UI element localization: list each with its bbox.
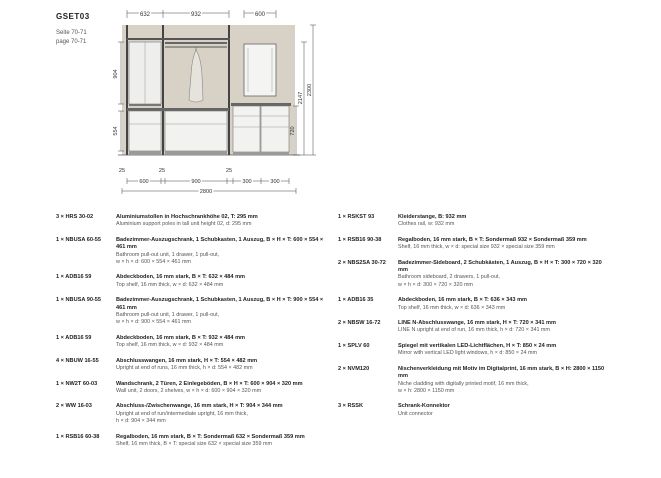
item-description [116,358,326,373]
item-quantity-code: 1 × ADB16 35 [338,297,374,304]
item-description-de: Aluminiumstollen in Hochschrankhöhe 02, T: 295 mm [116,214,258,220]
item-quantity-code: 1 × RSB16 60-38 [56,433,100,440]
item-description-en: Niche cladding with digitally printed motif, 16 mm thick, [398,380,529,387]
parts-list-left [56,214,326,456]
item-description-en: Bathroom sideboard, 2 drawers, 1 pull-out, [398,274,500,281]
item-description-en: w × h: 2800 × 1150 mm [398,387,455,394]
item-quantity-code: 2 × NBS2SA 30-72 [338,259,386,266]
dim-top-2: 932 [190,12,202,18]
item-quantity-code: 1 × NBUSA 90-55 [56,297,102,304]
item-description-en: w × h × d: 300 × 720 × 320 mm [398,281,473,288]
top-shelf [231,103,291,106]
wall-unit-shelf [129,104,161,106]
page-ref-en: page 70-71 [56,39,87,45]
parts-list-item [56,434,326,449]
item-description [398,214,608,229]
item-description-de: LINE N-Abschlusswange, 16 mm stark, H × T: 720 × 341 mm [398,320,556,327]
item-description [398,320,608,335]
furniture-elevation-drawing [0,0,661,200]
parts-list-item [56,335,326,350]
item-description-en: Bathroom pull-out unit, 1 drawer, 1 pull-out, [116,251,220,258]
plinth [129,151,161,155]
item-quantity-code: 2 × NBSW 16-72 [338,320,381,327]
item-description-en: Upright at end of run/intermediate upright, 16 mm thick, [116,410,248,417]
item-description [398,237,608,252]
parts-list-item [338,260,608,290]
parts-list-item [56,381,326,396]
parts-list-item [56,237,326,267]
item-quantity-code: 1 × SPLV 60 [338,342,370,349]
item-description [116,274,326,289]
dim-bottom-offset-3: 25 [225,168,233,174]
parts-list-item [56,358,326,373]
item-description [116,434,326,449]
dim-top-1: 632 [139,12,151,18]
item-description-de: Abschlusswangen, 16 mm stark, H × T: 554 × 482 mm [116,357,258,364]
item-description-de: Badezimmer-Sideboard, 2 Schubkästen, 1 Auszug, B × H × T: 300 × 720 × 320 mm [398,259,602,274]
parts-list-right [338,214,608,426]
item-description-en: Bathroom pull-out unit, 1 drawer, 1 pull-out, [116,312,220,319]
dim-right-sideboard: 720 [290,126,296,136]
bathroom-pull-out-unit-900 [165,111,227,151]
item-description-de: Regalboden, 16 mm stark, B × T: Sondermaß 632 × Sondermaß 359 mm [116,433,305,440]
item-description-de: Regalboden, 16 mm stark, B × T: Sondermaß 932 × Sondermaß 359 mm [398,236,587,243]
bathroom-sideboard [261,106,289,152]
item-description-de: Kleiderstange, B: 932 mm [398,214,467,220]
plinth [233,152,289,155]
item-quantity-code: 2 × NVM120 [338,365,370,372]
item-description-en: Top shelf, 16 mm thick, w × d: 932 × 484 mm [116,342,224,349]
support-pole [228,25,230,155]
item-description [116,403,326,425]
item-quantity-code: 1 × RSB16 90-38 [338,236,382,243]
item-quantity-code: 4 × NBUW 16-55 [56,357,99,364]
dim-left-base-unit: 554 [113,126,119,136]
top-shelf [163,108,229,111]
item-quantity-code: 1 × ADB16 59 [56,274,92,281]
parts-list-item [56,274,326,289]
dim-bottom-2: 900 [191,179,201,185]
item-description [116,297,326,327]
item-description-de: Spiegel mit vertikalen LED-Lichtflächen, H × T: 850 × 24 mm [398,342,557,349]
dim-bottom-offset-1: 25 [118,168,126,174]
item-description-en: Shelf, 16 mm thick, B × T: special size 632 × special size 359 mm [116,440,272,447]
bathroom-sideboard [233,106,260,152]
led-mirror [244,44,276,96]
item-description [116,237,326,267]
parts-list-item [56,403,326,425]
item-description-en: w × h × d: 900 × 554 × 461 mm [116,319,191,326]
top-shelf [127,108,163,111]
parts-list-item [338,320,608,335]
item-description-de: Schrank-Konnektor [398,403,450,410]
dim-right-total-height: 2300 [307,83,313,97]
item-description-en: Shelf, 16 mm thick, w × d: special size 932 × special size 359 mm [398,244,555,251]
item-description-en: Upright at end of runs, 16 mm thick, h × d: 554 × 482 mm [116,365,253,372]
support-pole [162,25,164,155]
dim-top-3: 600 [254,12,266,18]
item-description-de: Nischenverkleidung mit Motiv im Digitalprint, 16 mm stark, B × H: 2800 × 1150 mm [398,365,605,380]
parts-list-item [338,297,608,312]
item-description [398,343,608,358]
item-description-en: Top shelf, 16 mm thick, w × d: 632 × 484 mm [116,281,224,288]
item-description-en: Top shelf, 16 mm thick, w × d: 636 × 343 mm [398,304,506,311]
top-rail [126,38,230,40]
parts-list-item [56,297,326,327]
plinth [165,151,227,155]
dim-bottom-1: 600 [139,179,149,185]
item-description-en: w × h × d: 600 × 554 × 461 mm [116,259,191,266]
item-quantity-code: 2 × WW 16-03 [56,403,92,410]
bathroom-pull-out-unit-600 [129,111,161,151]
parts-list-item [338,214,608,229]
item-description [398,403,608,418]
parts-list-item [338,366,608,396]
item-description-en: Unit connector [398,410,433,417]
item-quantity-code: 1 × NW2T 60-03 [56,380,98,387]
parts-list-item [56,214,326,229]
set-code: GSET03 [56,12,90,21]
item-quantity-code: 3 × RSSK [338,403,364,410]
parts-list-item [338,343,608,358]
item-description [398,260,608,290]
item-description [398,297,608,312]
item-description [398,366,608,396]
item-quantity-code: 1 × NBUSA 60-55 [56,236,102,243]
page-ref-de: Seite 70-71 [56,30,87,36]
item-description-en: LINE N upright at end of run, 16 mm thick, h × d: 720 × 341 mm [398,327,550,334]
item-description-de: Abdeckboden, 16 mm stark, B × T: 632 × 484 mm [116,274,246,281]
middle-shelf [165,42,227,44]
item-description-en: Aluminium support poles in tall unit height 02, d: 295 mm [116,221,252,228]
item-description-de: Abdeckboden, 16 mm stark, B × T: 636 × 343 mm [398,297,528,304]
item-description-de: Badezimmer-Auszugschrank, 1 Schubkasten, 1 Auszug, B × H × T: 900 × 554 × 461 mm [116,297,324,311]
item-description-en: Wall unit, 2 doors, 2 shelves, w × h × d: 600 × 904 × 320 mm [116,387,262,394]
item-description-de: Wandschrank, 2 Türen, 2 Einlegeböden, B × H × T: 600 × 904 × 320 mm [116,380,303,387]
item-description-de: Abschluss-/Zwischenwange, 16 mm stark, H × T: 904 × 344 mm [116,403,283,410]
item-description [116,335,326,350]
dim-left-wall-unit: 904 [113,69,119,79]
dim-bottom-4: 300 [270,179,280,185]
parts-list-item [338,237,608,252]
dim-bottom-3: 300 [242,179,252,185]
dim-bottom-offset-2: 25 [158,168,166,174]
item-description [116,381,326,396]
item-description-en: Clothes rail, w: 932 mm [398,221,455,228]
item-description [116,214,326,229]
item-description-de: Badezimmer-Auszugschrank, 1 Schubkasten, 1 Auszug, B × H × T: 600 × 554 × 461 mm [116,236,324,251]
support-pole [126,25,128,155]
item-quantity-code: 3 × HRS 30-02 [56,214,94,220]
dim-right-pole: 2147 [298,91,304,105]
item-description-en: h × d: 904 × 344 mm [116,418,166,425]
item-description-en: Mirror with vertical LED light windows, h × d: 850 × 24 mm [398,350,538,357]
parts-list-item [338,403,608,418]
dim-bottom-total: 2800 [199,189,213,195]
item-quantity-code: 1 × ADB16 59 [56,334,92,341]
item-description-de: Abdeckboden, 16 mm stark, B × T: 932 × 484 mm [116,334,246,341]
item-quantity-code: 1 × RSKST 93 [338,214,375,220]
